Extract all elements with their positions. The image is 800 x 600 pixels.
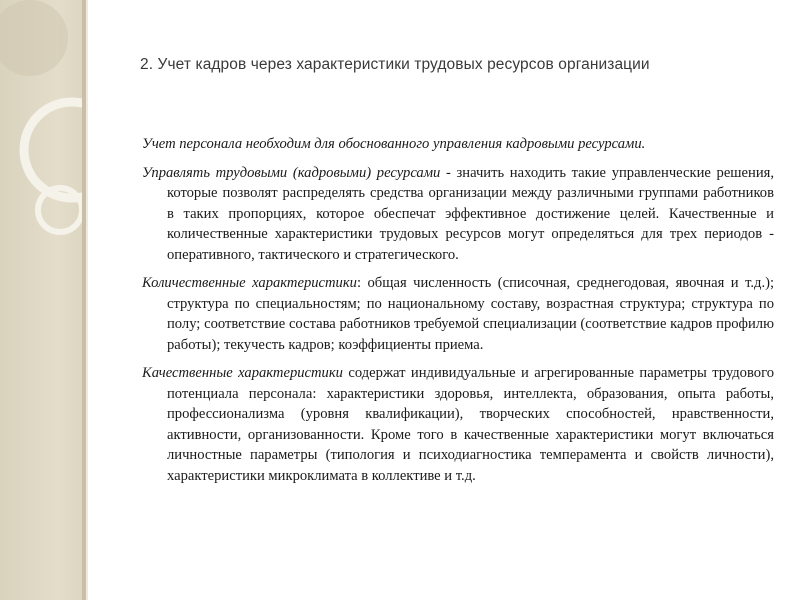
paragraph-3-text: : общая численность (списочная, среднегодовая, явочная и т.д.); структура по специальностям; по национальному составу, возрастная структура; структура по полу; соответствие состава работников требуемой специализации (соответствие кадров профилю работы); текучесть кадров; коэффициенты приема. (167, 275, 775, 353)
decorative-disc (0, 0, 68, 76)
paragraph-1-italic: Учет персонала необходим для обоснованного управления кадровыми ресурсами. (142, 136, 646, 152)
sidebar-edge-highlight (86, 0, 88, 600)
paragraph-4 (142, 363, 774, 486)
decorative-sidebar (0, 0, 82, 600)
paragraph-4-text: содержат индивидуальные и агрегированные параметры трудового потенциала персонала: характеристики здоровья, интеллекта, образования, опыта работы, профессионализма (уровня квалификации), творческих способностей, нравственности, активности, организованности. Кроме того в качественные характеристики могут включаться личностные параметры (типология и психодиагностика темперамента и свойств личности), характеристики микроклимата в коллективе и т.д. (167, 365, 774, 484)
paragraph-1 (142, 134, 774, 155)
paragraph-2-text: - значить находить такие управленческие решения, которые позволят распределять средства организации между различными группами работников в таких пропорциях, которое обеспечат эффективное достижение целей. Качественные и количественные характеристики трудовых ресурсов могут определяться для трех периодов - оперативного, тактического и стратегического. (167, 164, 774, 263)
paragraph-4-italic: Качественные характеристики (142, 365, 343, 381)
decorative-ring-large (24, 102, 82, 198)
slide-title: 2. Учет кадров через характеристики трудовых ресурсов организации (140, 56, 650, 73)
slide-body (142, 134, 774, 486)
paragraph-2 (142, 163, 774, 266)
paragraph-2-italic: Управлять трудовыми (кадровыми) ресурсами (142, 164, 441, 181)
paragraph-3-italic: Количественные характеристики (142, 275, 357, 291)
paragraph-3 (142, 273, 774, 355)
decorative-circles (0, 0, 82, 600)
